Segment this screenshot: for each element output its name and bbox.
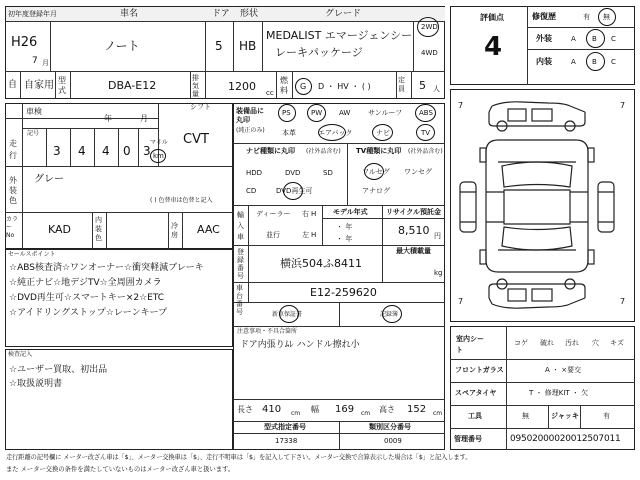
navi-type-label: ナビ種類に丸印	[246, 147, 295, 155]
tv-type-label: TV種類に丸印	[356, 147, 402, 155]
length-label: 長さ	[237, 405, 253, 414]
registration-number: 横浜504ふ8411	[280, 257, 362, 270]
equipment-label-3: (純正のみ)	[236, 127, 265, 134]
repaint-note: ( ) 色替車は色替と記入	[150, 197, 213, 204]
car-map-corner-bl: 7	[458, 297, 464, 306]
navi-dvd-play: DVD再生可	[276, 187, 313, 195]
twowd-label: 2WD	[421, 23, 438, 31]
sales-point-4: ☆アイドリングストップ☆レーンキープ	[9, 308, 168, 318]
first-reg-month: 7	[32, 56, 38, 66]
navi-cd: CD	[246, 187, 257, 195]
doors-label: ドア	[212, 9, 230, 19]
fourwd-label: 4WD	[421, 49, 438, 57]
model-value: DBA-E12	[108, 79, 157, 92]
repair-label: 修復歴	[532, 12, 556, 21]
model-label: 型式	[58, 76, 66, 95]
persons-unit: 人	[433, 85, 440, 93]
notes-label: 注意事項・不具合箇所	[237, 328, 298, 335]
odometer-digit-3: 4	[102, 144, 110, 158]
length-cm: cm	[291, 410, 301, 417]
equip-leather: 本革	[282, 129, 296, 137]
first-reg-era: H26	[11, 35, 38, 50]
car-diagram	[452, 92, 633, 320]
chassis-value: E12-259620	[310, 286, 377, 299]
sales-point-3: ☆DVD再生可☆スマートキー×2☆ETC	[9, 293, 165, 303]
import-dealer: ディーラー	[256, 210, 291, 218]
exterior-grade-label: 外装	[536, 34, 552, 43]
equipment-label-2: 丸印	[236, 116, 250, 124]
odometer-digit-5: 3	[143, 144, 151, 158]
import-left: 左	[302, 231, 309, 239]
tv-type-suffix: (社外品含む)	[408, 148, 443, 155]
km-label: km	[153, 152, 164, 160]
max-load-label: 最大積載量	[396, 247, 431, 255]
navi-sd: SD	[323, 169, 333, 177]
manage-label: 管理番号	[454, 435, 482, 443]
ac-value: AAC	[197, 223, 220, 236]
new-warranty: 新車保証書	[272, 311, 303, 318]
interior-color-label: 内装色	[95, 216, 102, 242]
odometer-digit-4: 0	[123, 144, 131, 158]
interior-grade-c: C	[611, 58, 616, 66]
inspection-year-unit: 年	[104, 114, 112, 123]
odometer-digit-2: 4	[78, 144, 86, 158]
capacity-value: 5	[419, 79, 426, 92]
tools-label: 工具	[468, 412, 482, 420]
exterior-grade-c: C	[611, 35, 616, 43]
navi-hdd: HDD	[246, 169, 263, 177]
exterior-color-value: グレー	[34, 174, 64, 185]
import-label: 輸入車	[237, 211, 244, 241]
fuel-options: D ・ HV ・ ( )	[318, 82, 371, 91]
odometer-digit-1: 3	[53, 144, 61, 158]
import-right-h: H	[311, 210, 317, 218]
model-year-line2: ・ 年	[336, 235, 353, 243]
tools-value: 無	[522, 412, 529, 420]
seat-label: 室内シート	[456, 335, 484, 354]
seat-koge: コゲ	[514, 339, 528, 347]
shift-value: CVT	[183, 132, 209, 147]
grade-line1: MEDALIST エマージェンシー	[266, 29, 413, 42]
spare-label: スペアタイヤ	[455, 389, 497, 397]
category-no-value: 0009	[384, 437, 402, 445]
score-label: 評価点	[480, 13, 504, 22]
length-value: 410	[262, 404, 282, 415]
manage-value: 09502000020012507011	[510, 434, 621, 444]
equip-abs: ABS	[419, 109, 433, 117]
doors-value: 5	[215, 39, 223, 53]
mileage-label: 走行	[9, 139, 17, 160]
shift-label: シフト	[190, 103, 211, 111]
model-year-label: モデル年式	[333, 208, 368, 216]
type-no-label: 型式指定番号	[264, 423, 306, 431]
registration-label: 登録番号	[237, 248, 244, 280]
digit-label: 記号	[27, 130, 40, 137]
fuel-label: 燃料	[280, 76, 288, 95]
interior-grade-label: 内装	[536, 57, 552, 66]
spare-options: T ・ 修理KIT ・ 欠	[529, 389, 589, 397]
equip-ps: PS	[282, 109, 291, 117]
recycle-value: 8,510	[398, 224, 430, 237]
sales-point-2: ☆純正ナビ☆地デジTV☆全周囲カメラ	[9, 278, 162, 288]
usage-value: 自家用	[24, 80, 54, 91]
tv-fullseg: フルセグ	[362, 168, 390, 176]
recycle-label: リサイクル預託金	[386, 208, 442, 216]
car-name: ノート	[104, 39, 140, 53]
jack-value: 有	[603, 412, 610, 420]
sales-points-label: セールスポイント	[8, 251, 56, 258]
exterior-color-label: 外装色	[9, 176, 17, 205]
import-parallel: 並行	[266, 231, 280, 239]
seat-yogore: 汚れ	[565, 339, 579, 347]
cc-unit: cc	[266, 89, 274, 97]
navi-type-suffix: (社外品含む)	[306, 148, 341, 155]
color-no-label: カラーNo	[6, 216, 19, 239]
grade-line2: レーキパッケージ	[275, 46, 363, 59]
capacity-label: 定員	[398, 76, 405, 93]
height-value: 152	[407, 404, 427, 415]
car-name-label: 車名	[120, 9, 139, 19]
navi-dvd: DVD	[285, 169, 301, 177]
interior-grade-b: B	[592, 58, 597, 66]
width-cm: cm	[361, 410, 371, 417]
import-right: 右	[302, 210, 309, 218]
footer-line-1: 走行距離の記号欄に メーター改ざん車は「$」、メーター交換車は「$」、走行不明車は「$」を記入して下さい。メーター交換で合算表示した場合は「$」と記入します。	[6, 454, 472, 461]
equipment-block	[233, 103, 445, 450]
exterior-grade-b: B	[592, 35, 597, 43]
category-no-label: 類別区分番号	[369, 423, 411, 431]
front-glass-label: フロントガラス	[455, 366, 504, 374]
height-label: 高さ	[379, 405, 395, 414]
recycle-yen: 円	[434, 232, 441, 240]
inspector-note-1: ☆ユーザー買取、初出品	[9, 365, 108, 375]
footer-line-2: また メーター交換の条件を満たしていないものはメーター改ざん車と扱います。	[6, 466, 235, 473]
width-value: 169	[335, 404, 355, 415]
jack-label: ジャッキ	[551, 412, 579, 420]
inspector-note-2: ☆取扱説明書	[9, 379, 63, 389]
equip-pw: PW	[311, 109, 323, 117]
seat-kizu: キズ	[610, 339, 624, 347]
exterior-grade-a: A	[571, 35, 576, 43]
equip-tv: TV	[421, 129, 431, 137]
first-reg-label: 初年度登録年月	[8, 10, 57, 18]
first-reg-month-unit: 月	[42, 59, 49, 67]
seat-yabure: 破れ	[540, 339, 554, 347]
grade-label: グレード	[325, 9, 362, 19]
type-no-value: 17338	[275, 437, 298, 445]
mile-label: マイル	[150, 139, 168, 146]
equip-airbag: エアバック	[318, 129, 353, 137]
displacement-value: 1200	[228, 80, 256, 93]
displacement-label: 排気量	[192, 74, 199, 98]
records: 記録簿	[380, 311, 399, 318]
usage-prefix: 自	[8, 80, 18, 90]
inspection-label: 車検	[26, 107, 42, 116]
color-no-value: KAD	[48, 223, 72, 236]
car-map-corner-br: 7	[620, 297, 626, 306]
inspector-notes-label: 検査記入	[8, 351, 33, 358]
inspection-month-unit: 月	[140, 114, 148, 123]
chassis-label: 車台番号	[236, 284, 243, 316]
car-map-corner-tl: 7	[458, 101, 464, 110]
car-map-corner-tr: 7	[620, 101, 626, 110]
tv-analog: アナログ	[362, 187, 390, 195]
ac-label: 冷房	[171, 222, 178, 239]
model-year-line1: ・ 年	[336, 223, 353, 231]
sales-point-1: ☆ABS核査済☆ワンオーナー☆衝突軽減ブレーキ	[9, 263, 204, 273]
width-label: 幅	[311, 405, 319, 414]
fuel-g: G	[300, 82, 307, 91]
equip-aw: AW	[339, 109, 351, 117]
seat-ana: 穴	[592, 339, 599, 347]
shape-value: HB	[239, 39, 257, 53]
shape-label: 形状	[240, 9, 259, 19]
interior-grade-a: A	[571, 58, 576, 66]
import-left-h: H	[311, 231, 317, 239]
repair-yes: 有	[583, 13, 590, 21]
equip-sunroof: サンルーフ	[368, 109, 403, 117]
score-value: 4	[484, 32, 503, 62]
front-glass-options: A ・ ×要交	[545, 366, 582, 374]
max-load-kg: kg	[434, 269, 443, 277]
equip-navi: ナビ	[376, 129, 390, 137]
repair-no: 無	[603, 13, 610, 21]
height-cm: cm	[433, 410, 443, 417]
notes-value: ドア内張りﾑﾚ ハンドル擦れ小	[240, 340, 360, 350]
tv-oneseg: ワンセグ	[404, 168, 432, 176]
equipment-label-1: 装備品に	[236, 107, 264, 115]
